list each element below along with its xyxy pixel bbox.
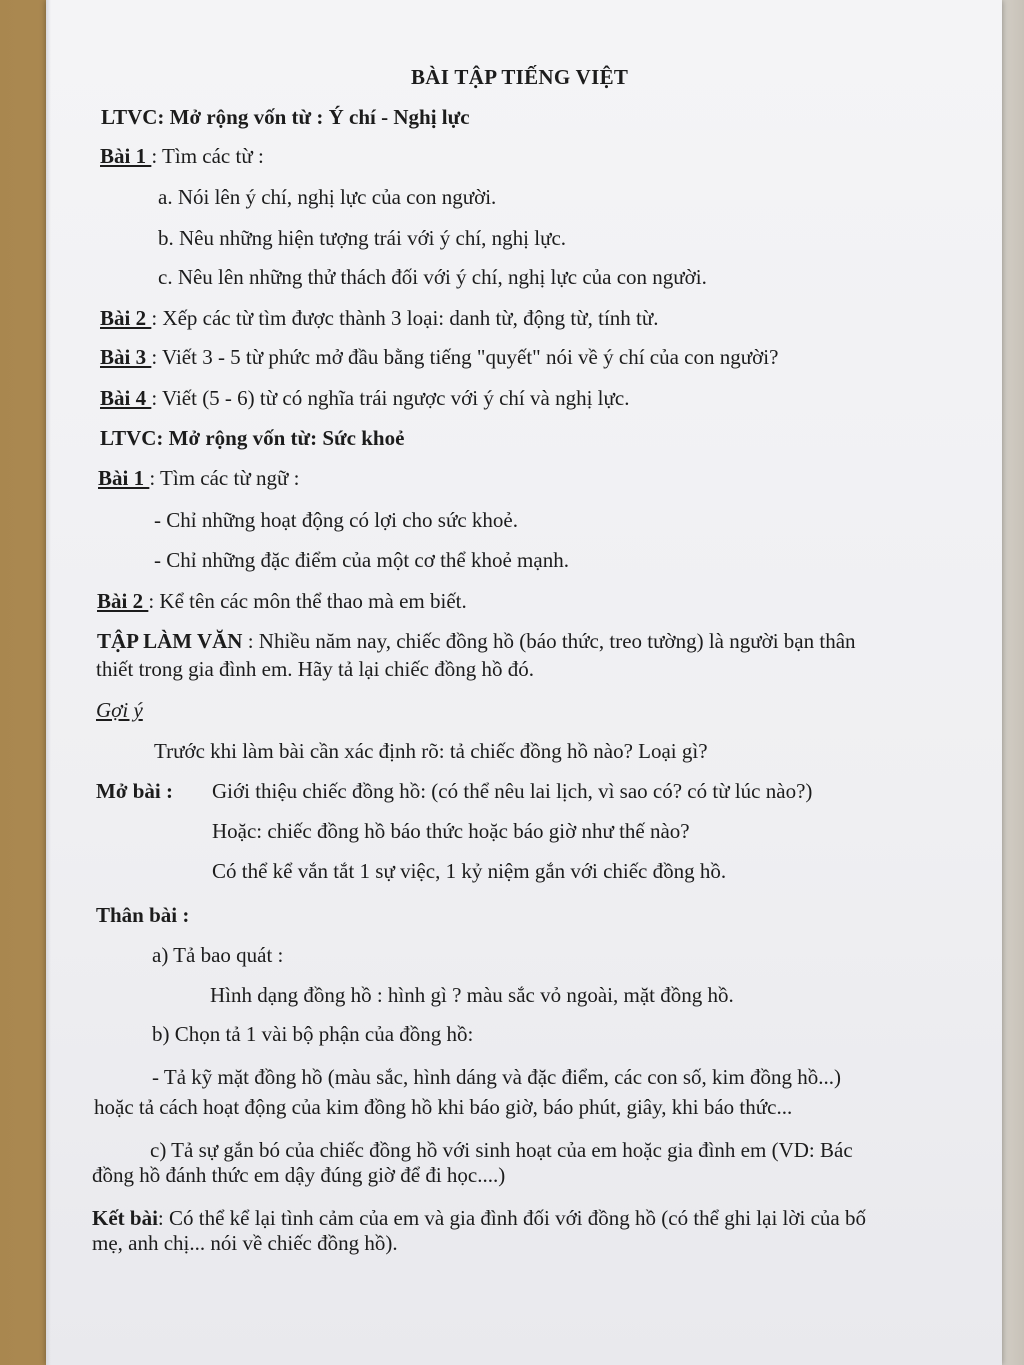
section1-bai4: [100, 385, 629, 411]
paper-edge: [46, 0, 51, 1365]
bai1-label: Bài 1: [100, 144, 152, 168]
mo-bai-line1: Giới thiệu chiếc đồng hồ: (có thể nêu lai lịch, vì sao có? có từ lúc nào?): [212, 779, 813, 803]
bai3-label: Bài 3: [100, 345, 152, 369]
ket-bai-text: : Có thể kể lại tình cảm của em và gia đình đối với đồng hồ (có thể ghi lại lời của bố: [157, 1206, 866, 1230]
than-bai-c-line2: đồng hồ đánh thức em dậy đúng giờ để đi học....): [92, 1163, 506, 1187]
than-bai-label: Thân bài :: [96, 903, 190, 927]
mo-bai-line2: Hoặc: chiếc đồng hồ báo thức hoặc báo giờ như thế nào?: [212, 819, 690, 843]
goi-y-intro: Trước khi làm bài cần xác định rõ: tả chiếc đồng hồ nào? Loại gì?: [154, 739, 708, 763]
section2-bai1-item-1: - Chỉ những hoạt động có lợi cho sức khoẻ.: [154, 508, 518, 532]
bai1-text: : Tìm các từ :: [151, 144, 264, 168]
than-bai-a-detail: Hình dạng đồng hồ : hình gì ? màu sắc vỏ ngoài, mặt đồng hồ.: [210, 983, 734, 1007]
ket-bai-line1: [92, 1205, 866, 1231]
than-bai-a: a) Tả bao quát :: [152, 943, 284, 967]
goi-y-label: Gợi ý: [96, 698, 143, 722]
mo-bai-label: Mở bài :: [96, 779, 173, 803]
than-bai-b-line2: hoặc tả cách hoạt động của kim đồng hồ khi báo giờ, báo phút, giây, khi báo thức...: [94, 1095, 793, 1119]
document-title: BÀI TẬP TIẾNG VIỆT: [411, 65, 629, 89]
section1-bai2: [100, 305, 659, 331]
section1-bai1-item-a: a. Nói lên ý chí, nghị lực của con người.: [158, 185, 497, 209]
tap-lam-van-text: : Nhiều năm nay, chiếc đồng hồ (báo thức, treo tường) là người bạn thân: [242, 629, 856, 653]
section2-bai1: [98, 465, 299, 491]
than-bai-c-line1: c) Tả sự gắn bó của chiếc đồng hồ với sinh hoạt của em hoặc gia đình em (VD: Bác: [150, 1138, 853, 1162]
ket-bai-label: Kết bài: [92, 1206, 158, 1230]
section1-heading: LTVC: Mở rộng vốn từ : Ý chí - Nghị lực: [101, 105, 470, 129]
section1-bai1-item-c: c. Nêu lên những thử thách đối với ý chí, nghị lực của con người.: [158, 265, 707, 289]
bai4-label: Bài 4: [100, 386, 152, 410]
bai4-text: : Viết (5 - 6) từ có nghĩa trái ngược với ý chí và nghị lực.: [151, 386, 630, 410]
s2-bai2-text: : Kể tên các môn thể thao mà em biết.: [148, 589, 467, 613]
bai2-label: Bài 2: [100, 306, 152, 330]
section2-bai2: [97, 588, 467, 614]
section1-bai1: [100, 143, 264, 169]
tap-lam-van-label: TẬP LÀM VĂN: [97, 629, 243, 653]
bai3-text: : Viết 3 - 5 từ phức mở đầu bằng tiếng "quyết" nói về ý chí của con người?: [151, 345, 779, 369]
bai2-text: : Xếp các từ tìm được thành 3 loại: danh từ, động từ, tính từ.: [151, 306, 659, 330]
section1-bai1-item-b: b. Nêu những hiện tượng trái với ý chí, nghị lực.: [158, 226, 567, 250]
worksheet-paper: [46, 0, 1002, 1365]
than-bai-b-line1: - Tả kỹ mặt đồng hồ (màu sắc, hình dáng và đặc điểm, các con số, kim đồng hồ...): [152, 1065, 841, 1089]
ket-bai-line2: mẹ, anh chị... nói về chiếc đồng hồ).: [92, 1231, 398, 1255]
section2-heading: LTVC: Mở rộng vốn từ: Sức khoẻ: [100, 426, 405, 450]
tap-lam-van-line1: [97, 628, 856, 654]
s2-bai2-label: Bài 2: [97, 589, 149, 613]
than-bai-b: b) Chọn tả 1 vài bộ phận của đồng hồ:: [152, 1022, 474, 1046]
section2-bai1-item-2: - Chỉ những đặc điểm của một cơ thể khoẻ mạnh.: [154, 548, 569, 572]
tap-lam-van-line2: thiết trong gia đình em. Hãy tả lại chiếc đồng hồ đó.: [96, 657, 534, 681]
mo-bai-line3: Có thể kể vắn tắt 1 sự việc, 1 kỷ niệm gắn với chiếc đồng hồ.: [212, 859, 727, 883]
s2-bai1-text: : Tìm các từ ngữ :: [149, 466, 300, 490]
s2-bai1-label: Bài 1: [98, 466, 150, 490]
section1-bai3: [100, 344, 778, 370]
